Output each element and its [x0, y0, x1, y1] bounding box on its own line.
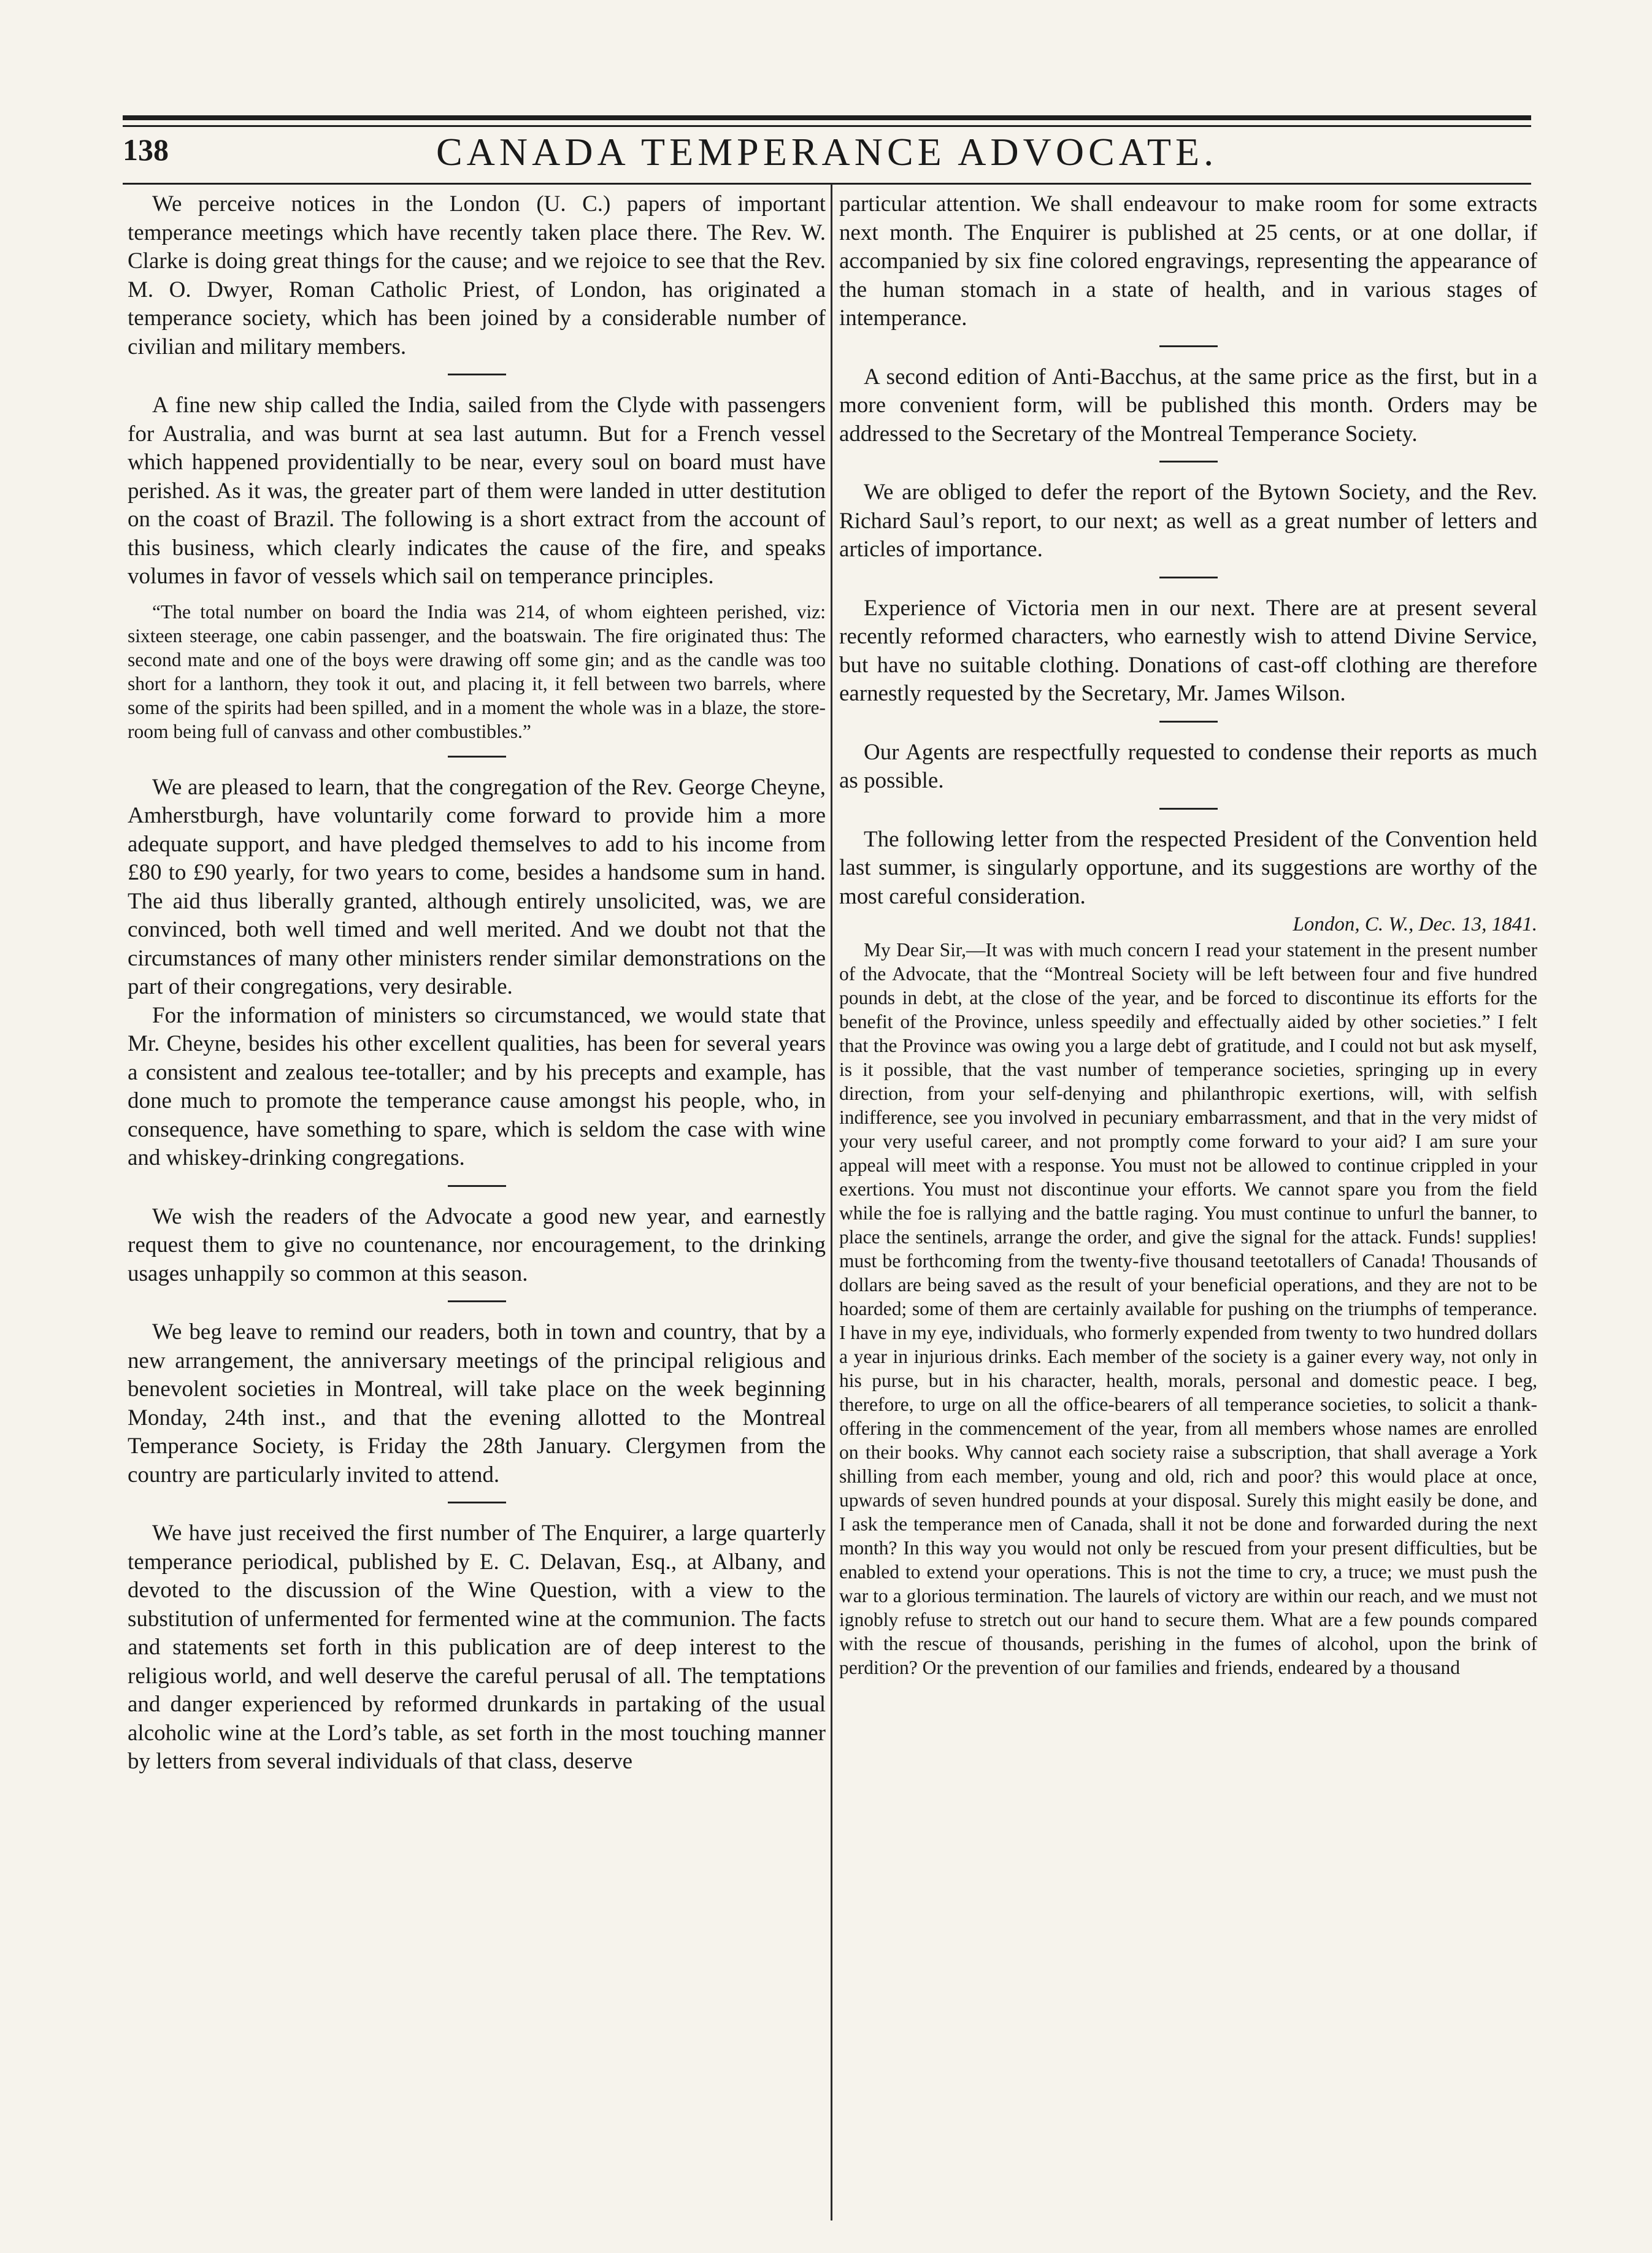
column-divider: [831, 184, 832, 2220]
article-victoria-men: Experience of Victoria men in our next. There are at present several recently reformed characters, who earnestly wish to attend Divine Service, but have no suitable clothing. Donations of cast-off clothing are therefore earnestly requested by the Secretary, Mr. James Wilson.: [839, 595, 1537, 706]
article-enquirer-continued: particular attention. We shall endeavour to make room for some extracts next month. The Enquirer is published at 25 cents, or at one dollar, if accompanied by six fine colored engravings, representing the appearance of the human stomach in a state of health, and in various stages of intemperance.: [839, 191, 1537, 331]
top-rule-thin: [123, 125, 1531, 127]
section-divider: [1159, 461, 1218, 462]
left-column: [128, 190, 826, 1776]
article-ministers-info: For the information of ministers so circumstanced, we would state that Mr. Cheyne, besides his other excellent qualities, has been for several years a consistent and zealous tee-totaller; and by his precepts and example, has done much to promote the temperance cause amongst his people, who, in consequence, have something to spare, which is seldom the case with wine and whiskey-drinking congregations.: [128, 1002, 826, 1170]
right-column: [839, 190, 1537, 1679]
page-number: 138: [123, 132, 169, 167]
section-divider: [448, 1185, 506, 1187]
article-ship-india: A fine new ship called the India, sailed from the Clyde with passengers for Australia, and was burnt at sea last autumn. But for a French vessel which happened providentially to be near, every soul on board must have perished. As it was, the greater part of them were landed in utter destitution on the coast of Brazil. The following is a short extract from the account of this business, which clearly indicates the cause of the fire, and speaks volumes in favor of vessels which sail on temperance principles.: [128, 393, 826, 589]
header-rule: [123, 183, 1531, 185]
section-divider: [1159, 577, 1218, 578]
top-rule: [123, 115, 1531, 120]
article-anniversary-meetings: We beg leave to remind our readers, both in town and country, that by a new arrangement, the anniversary meetings of the principal religious and benevolent societies in Montreal, will take place on the week beginning Monday, 24th inst., and that the evening allotted to the Montreal Temperance Society, is Friday the 28th January. Clergymen from the country are particularly invited to attend.: [128, 1319, 826, 1487]
article-bytown-report: We are obliged to defer the report of the Bytown Society, and the Rev. Richard Saul’s report, to our next; as well as a great number of letters and articles of importance.: [839, 480, 1537, 562]
article-enquirer: We have just received the first number of The Enquirer, a large quarterly temperance periodical, published by E. C. Delavan, Esq., at Albany, and devoted to the discussion of the Wine Question, with a view to the substitution of unfermented for fermented wine at the communion. The facts and statements set forth in this publication are of deep interest to the religious world, and well deserve the careful perusal of all. The temptations and danger experienced by reformed drunkards in partaking of the usual alcoholic wine at the Lord’s table, as set forth in the most touching manner by letters from several individuals of that class, deserve: [128, 1521, 826, 1774]
article-anti-bacchus: A second edition of Anti-Bacchus, at the same price as the first, but in a more convenient form, will be published this month. Orders may be addressed to the Secretary of the Montreal Temperance Society.: [839, 364, 1537, 447]
section-divider: [1159, 721, 1218, 723]
section-divider: [448, 1502, 506, 1503]
article-letter-intro: The following letter from the respected President of the Convention held last summer, is singularly opportune, and its suggestions are worthy of the most careful consideration.: [839, 826, 1537, 909]
masthead-title: CANADA TEMPERANCE ADVOCATE.: [436, 130, 1218, 174]
article-london-notices: We perceive notices in the London (U. C.) papers of important temperance meetings which have recently taken place there. The Rev. W. Clarke is doing great things for the cause; and we rejoice to see that the Rev. M. O. Dwyer, Roman Catholic Priest, of London, has originated a temperance society, which has been joined by a considerable number of civilian and military members.: [128, 191, 826, 359]
section-divider: [448, 1300, 506, 1302]
section-divider: [1159, 345, 1218, 347]
page-header: [123, 132, 1531, 187]
section-divider: [448, 374, 506, 375]
letter-body: My Dear Sir,—It was with much concern I read your statement in the present number of the Advocate, that the “Montreal Society will be left between four and five hundred pounds in debt, at the close of the year, and be forced to discontinue its efforts for the benefit of the Province, unless speedily and effectually aided by other societies.” I felt that the Province was owing you a large debt of gratitude, and I could not but ask myself, is it possible, that the vast number of temperance societies, springing up in every direction, from your self-denying and philanthropic exertions, will, with selfish indifference, see you involved in pecuniary embarrassment, and that in the very midst of your very useful career, and not promptly come forward to your aid? I am sure your appeal will meet with a response. You must not be allowed to continue crippled in your exertions. You must not discontinue your efforts. We cannot spare you from the field while the foe is rallying and the battle raging. You must continue to unfurl the banner, to place the sentinels, arrange the order, and give the signal for the attack. Funds! supplies! must be forthcoming from the twenty-five thousand teetotallers of Canada! Thousands of dollars are being saved as the result of your beneficial operations, and they are not to be hoarded; some of them are certainly available for pushing on the triumphs of temperance. I have in my eye, individuals, who formerly expended from twenty to two hundred dollars a year in injurious drinks. Each member of the society is a gainer every way, not only in his purse, but in his character, health, morals, personal and domestic peace. I beg, therefore, to urge on all the office-bearers of all temperance societies, to solicit a thank-offering in the commencement of the year, from all members whose names are enrolled on their books. Why cannot each society raise a subscription, that shall average a York shilling from each member, young and old, rich and poor? this would place at once, upwards of seven hundred pounds at your disposal. Surely this might easily be done, and I ask the temperance men of Canada, shall it not be done and forwarded during the next month? In this way you would not only be rescued from your present difficulties, but be enabled to extend your operations. This is not the time to cry, a truce; we must push the war to a glorious termination. The laurels of victory are within our reach, and we must not ignobly refuse to stretch out our hand to secure them. What are a few pounds compared with the rescue of thousands, perishing in the fumes of alcohol, upon the brink of perdition? Or the prevention of our families and friends, endeared by a thousand: [839, 939, 1537, 1678]
quote-ship-india: “The total number on board the India was 214, of whom eighteen perished, viz: sixteen steerage, one cabin passenger, and the boatswain. The fire originated thus: The second mate and one of the boys were drawing off some gin; and as the candle was too short for a lanthorn, they took it out, and placing it, it fell between two barrels, where some of the spirits had been spilled, and in a moment the whole was in a blaze, the store-room being full of canvass and other combustibles.”: [128, 601, 826, 742]
letter-dateline: London, C. W., Dec. 13, 1841.: [1293, 913, 1537, 935]
section-divider: [1159, 808, 1218, 810]
article-agents-notice: Our Agents are respectfully requested to condense their reports as much as possible.: [839, 739, 1537, 793]
section-divider: [448, 756, 506, 758]
article-new-year: We wish the readers of the Advocate a good new year, and earnestly request them to give no countenance, nor encouragement, to the drinking usages unhappily so common at this season.: [128, 1203, 826, 1286]
article-rev-cheyne: We are pleased to learn, that the congregation of the Rev. George Cheyne, Amherstburgh, have voluntarily come forward to provide him a more adequate support, and have pledged themselves to add to his income from £80 to £90 yearly, for two years to come, besides a handsome sum in hand. The aid thus liberally granted, although entirely unsolicited, was, we are convinced, both well timed and well merited. And we doubt not that the circumstances of many other ministers render similar demonstrations on the part of their congregations, very desirable.: [128, 774, 826, 999]
